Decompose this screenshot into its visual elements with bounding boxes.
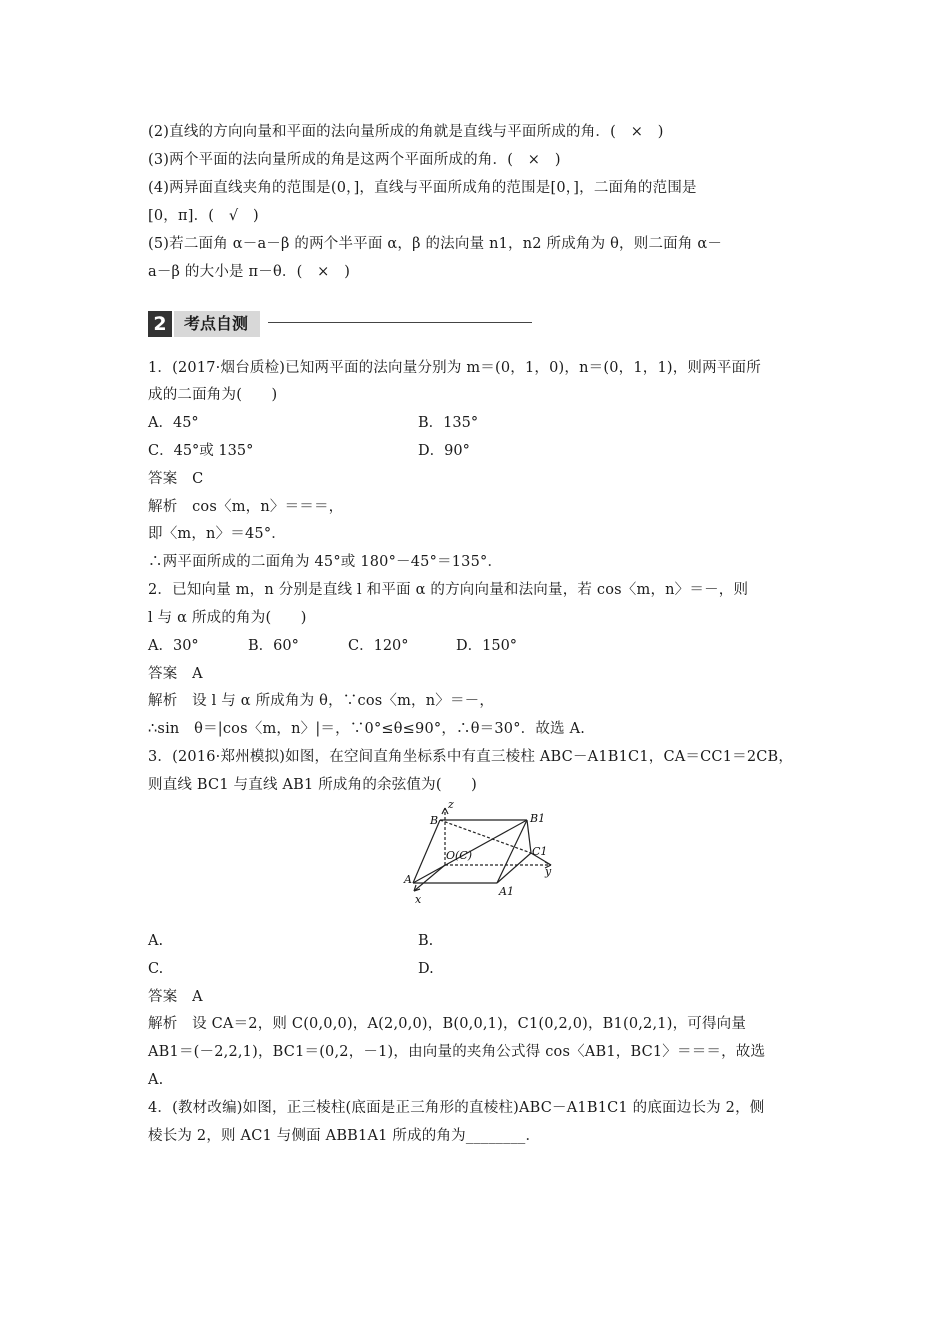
judge-item-4-line1: (4)两异面直线夹角的范围是(0，]，直线与平面所成角的范围是[0，]，二面角的范围是: [148, 180, 697, 196]
q4-stem-line1: 4．(教材改编)如图，正三棱柱(底面是正三角形的直棱柱)ABC－A1B1C1 的底面边长为 2，侧: [148, 1100, 765, 1116]
label-z: z: [448, 798, 454, 811]
q2-option-a: A．30°: [148, 638, 199, 654]
q2-stem-line1: 2．已知向量 m，n 分别是直线 l 和平面 α 的方向向量和法向量，若 cos〈m，n〉＝－，则: [148, 582, 749, 598]
q1-option-a: A．45°: [148, 415, 199, 431]
section-title: 考点自测: [174, 311, 260, 337]
label-y: y: [545, 865, 552, 878]
judge-item-3: (3)两个平面的法向量所成的角是这两个平面所成的角．( × ): [148, 152, 561, 168]
q3-analysis-line3: A.: [148, 1072, 164, 1088]
label-o-c: O(C): [446, 849, 473, 862]
q3-analysis-line1: 解析 设 CA＝2，则 C(0,0,0)，A(2,0,0)，B(0,0,1)，C1(0,2,0)，B1(0,2,1)，可得向量: [148, 1016, 747, 1032]
edge-b1-a1: [497, 820, 527, 883]
q1-stem-line2: 成的二面角为( ): [148, 387, 278, 403]
label-c1: C1: [532, 845, 548, 858]
q3-answer: 答案 A: [148, 989, 203, 1005]
edge-a1-c1: [497, 853, 531, 883]
prism-figure: [403, 795, 563, 905]
q3-stem-line2: 则直线 BC1 与直线 AB1 所成角的余弦值为( ): [148, 777, 477, 793]
label-x: x: [415, 893, 422, 905]
q2-answer: 答案 A: [148, 666, 203, 682]
q3-option-a: A.: [148, 933, 164, 949]
q2-option-b: B．60°: [248, 638, 299, 654]
q3-option-c: C.: [148, 961, 164, 977]
edge-b-a: [413, 820, 440, 883]
q1-option-d: D．90°: [418, 443, 470, 459]
q1-analysis-line2: 即〈m，n〉＝45°．: [148, 526, 286, 542]
judge-item-4-line2: [0，π]．( √ ): [148, 208, 259, 224]
judge-item-5-line2: a－β 的大小是 π－θ．( × ): [148, 264, 351, 280]
label-b: B: [430, 814, 439, 827]
q4-stem-line2: 棱长为 2，则 AC1 与侧面 ABB1A1 所成的角为________．: [148, 1128, 541, 1144]
judge-item-5-line1: (5)若二面角 α－a－β 的两个半平面 α，β 的法向量 n1，n2 所成角为 θ，则二面角 α－: [148, 236, 723, 252]
q2-option-c: C．120°: [348, 638, 409, 654]
q2-stem-line2: l 与 α 所成的角为( ): [148, 610, 307, 626]
q1-answer: 答案 C: [148, 471, 204, 487]
judge-item-2: (2)直线的方向向量和平面的法向量所成的角就是直线与平面所成的角．( × ): [148, 124, 664, 140]
q1-analysis-line1: 解析 cos〈m，n〉＝＝＝，: [148, 499, 344, 515]
q3-option-d: D.: [418, 961, 434, 977]
q2-analysis-line2: ∴sin θ＝|cos〈m，n〉|＝，∵0°≤θ≤90°，∴θ＝30°．故选 A.: [148, 721, 586, 737]
q1-option-c: C．45°或 135°: [148, 443, 254, 459]
label-b1: B1: [530, 812, 546, 825]
q1-stem-line1: 1．(2017·烟台质检)已知两平面的法向量分别为 m＝(0，1，0)，n＝(0，1，1)，则两平面所: [148, 360, 761, 376]
section-number: 2: [148, 311, 172, 337]
section-header: [148, 311, 532, 337]
section-divider: [268, 322, 532, 323]
label-a: A: [404, 873, 412, 886]
q3-option-b: B.: [418, 933, 434, 949]
q1-analysis-line3: ∴两平面所成的二面角为 45°或 180°－45°＝135°．: [148, 554, 503, 570]
q2-analysis-line1: 解析 设 l 与 α 所成角为 θ，∵cos〈m，n〉＝－，: [148, 693, 495, 709]
q3-analysis-line2: AB1＝(－2,2,1)，BC1＝(0,2，－1)，由向量的夹角公式得 cos〈AB1，BC1〉＝＝＝，故选: [148, 1044, 766, 1060]
q3-stem-line1: 3．(2016·郑州模拟)如图，在空间直角坐标系中有直三棱柱 ABC－A1B1C1，CA＝CC1＝2CB，: [148, 749, 794, 765]
label-a1: A1: [499, 885, 514, 898]
q2-option-d: D．150°: [456, 638, 518, 654]
q1-option-b: B．135°: [418, 415, 479, 431]
